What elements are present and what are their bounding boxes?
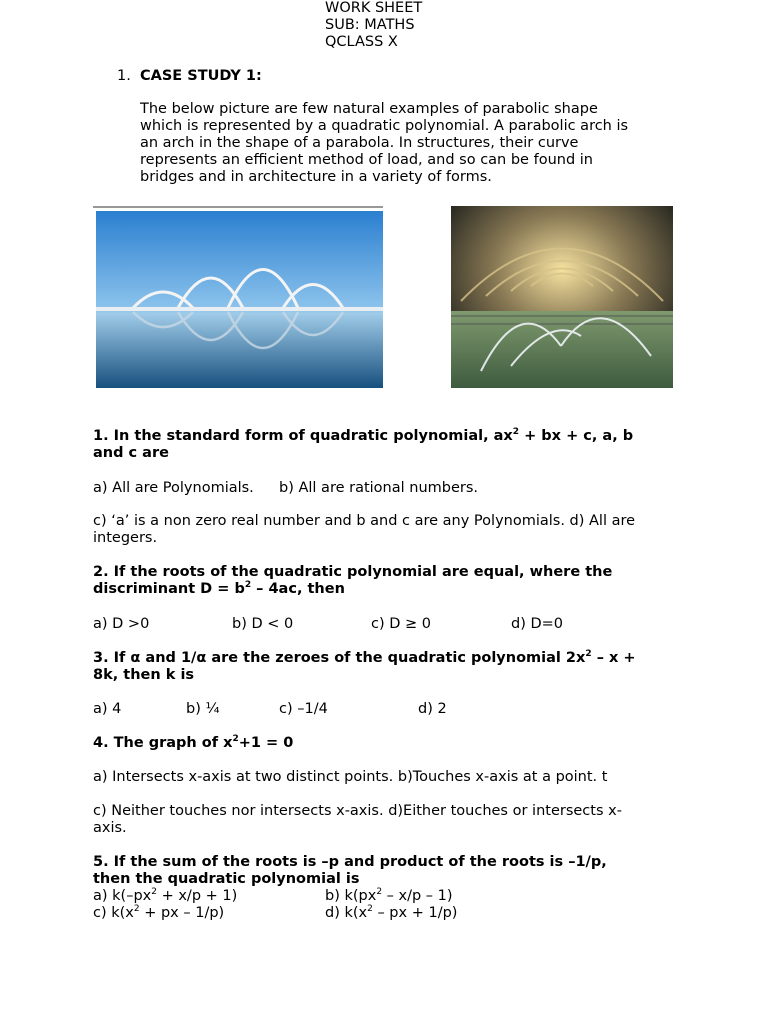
paragraph-line: The below picture are few natural examples of parabolic shape — [140, 101, 598, 117]
question-3: 3. If α and 1/α are the zeroes of the quadratic polynomial $2x^2$ – x + 8k, then k is — [93, 649, 636, 683]
q5-option-d[interactable]: d) $k(x^2$ – px + 1/p) — [325, 904, 458, 921]
question-5: 5. If the sum of the roots is –p and product of the roots is –1/p, then the quadratic polynomial is — [93, 854, 607, 887]
q3-option-d[interactable]: d) 2 — [418, 701, 447, 717]
question-4: 4. The graph of $x^2+1 = 0$ — [93, 734, 294, 751]
paragraph-line: bridges and in architecture in a variety of forms. — [140, 169, 492, 185]
q3-option-c[interactable]: c) –1/4 — [279, 701, 328, 717]
q4-option-a-b[interactable]: a) Intersects x-axis at two distinct points. b)Touches x-axis at a point. t — [93, 769, 608, 785]
q1-option-b[interactable]: b) All are rational numbers. — [279, 480, 479, 496]
paragraph-line: which is represented by a quadratic polynomial. A parabolic arch is — [140, 118, 629, 134]
q4-option-d-cont[interactable]: axis. — [93, 820, 127, 836]
question-1: 1. In the standard form of quadratic polynomial, $ax^2$ + bx + c, a, b and c are — [93, 427, 634, 461]
q3-option-a[interactable]: a) 4 — [93, 701, 122, 717]
q1-option-c-d[interactable]: c) ‘a’ is a non zero real number and b and c are any Polynomials. d) All are — [93, 513, 636, 529]
bridge-arches-image — [93, 206, 383, 388]
paragraph-line: represents an efficient method of load, and so can be found in — [140, 152, 593, 168]
q1-option-a[interactable]: a) All are Polynomials. — [93, 480, 254, 496]
q2-option-b[interactable]: b) D < 0 — [232, 616, 294, 632]
q3-option-b[interactable]: b) ¼ — [186, 701, 220, 717]
q5-option-b[interactable]: b) $k(px^2 - x/p - 1)$ — [325, 887, 453, 904]
paragraph-line: an arch in the shape of a parabola. In structures, their curve — [140, 135, 579, 151]
q2-option-d[interactable]: d) D=0 — [511, 616, 564, 632]
q1-option-d-cont[interactable]: integers. — [93, 530, 158, 546]
question-2: 2. If the roots of the quadratic polynomial are equal, where the discriminant $D = b^2 - 4ac$, then — [93, 564, 613, 597]
class-line: QCLASS X — [325, 34, 398, 50]
case-study-paragraph — [140, 101, 670, 186]
q5-option-a[interactable]: a) $k(-px^2 + x/p + 1)$ — [93, 887, 238, 904]
q5-option-c[interactable]: c) $k(x^2$ + px – 1/p) — [93, 904, 225, 921]
case-study-title: CASE STUDY 1: — [140, 68, 262, 84]
q2-option-a[interactable]: a) D >0 — [93, 616, 150, 632]
worksheet-title: WORK SHEET — [325, 0, 423, 16]
q4-option-c-d[interactable]: c) Neither touches nor intersects x-axis. d)Either touches or intersects x- — [93, 803, 622, 819]
subject-line: SUB: MATHS — [325, 17, 415, 33]
tunnel-fountain-image — [451, 206, 673, 388]
case-study-number: 1. — [117, 68, 131, 84]
q2-option-c[interactable]: c) D ≥ 0 — [371, 616, 431, 632]
